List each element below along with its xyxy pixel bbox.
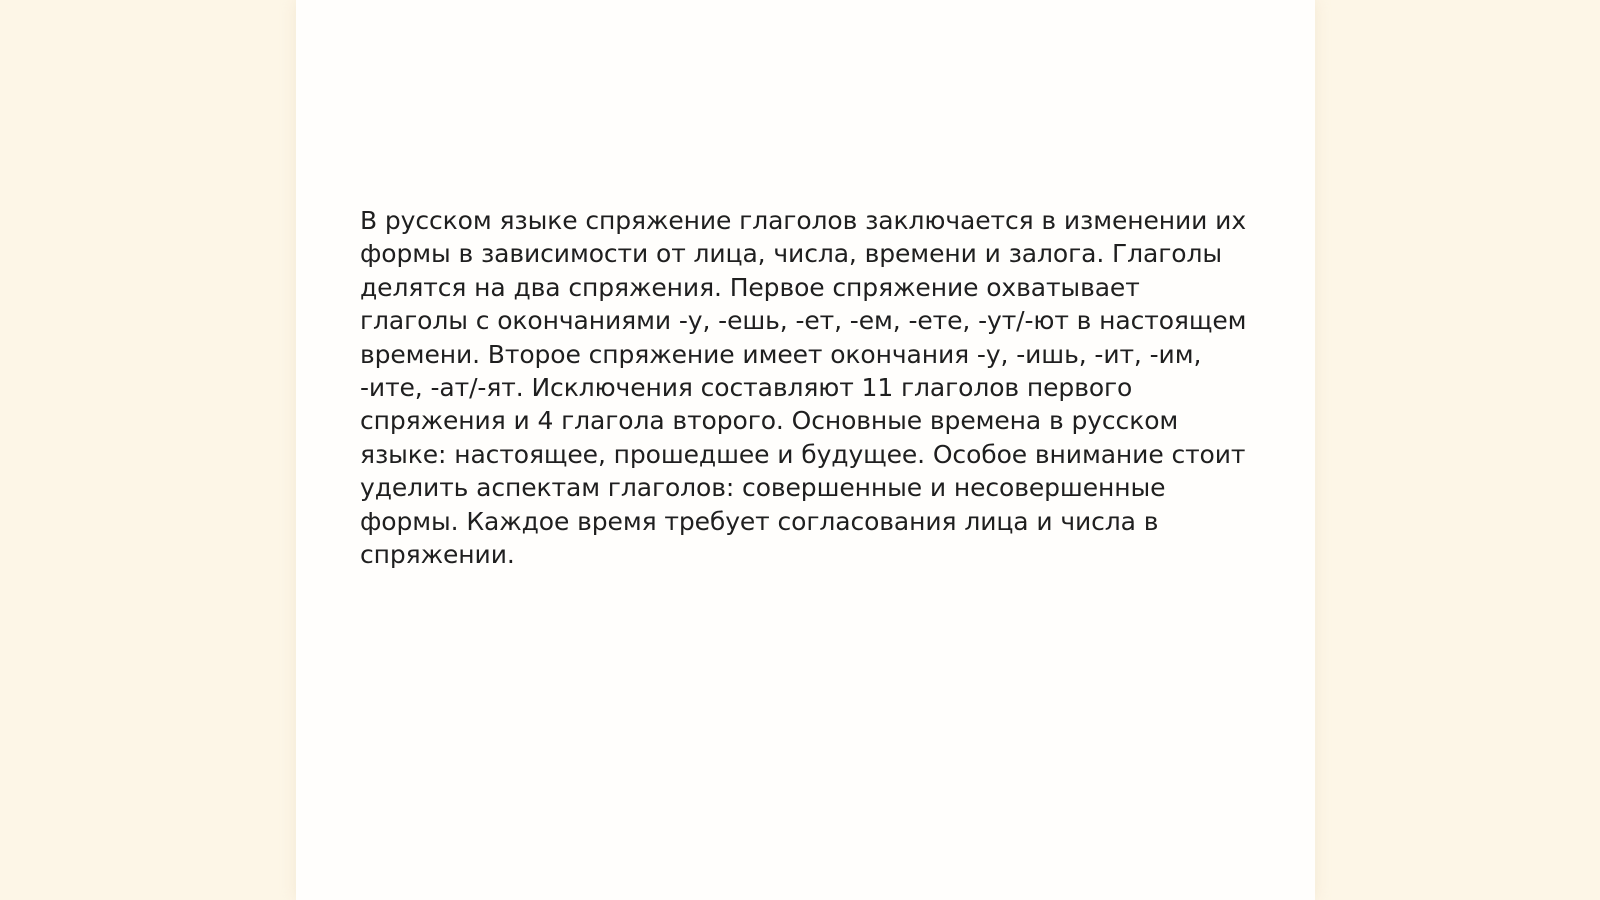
body-paragraph: В русском языке спряжение глаголов заключается в изменении их формы в зависимости от лица, числа, времени и залога. Глаголы делятся на два спряжения. Первое спряжение охватывает глаголы с окончаниями -у, -ешь, -ет, -ем, -ете, -ут/-ют в настоящем времени. Второе спряжение имеет окончания -у, -ишь, -ит, -им, -ите, -ат/-ят. Исключения составляют 11 глаголов первого спряжения и 4 глагола второго. Основные времена в русском языке: настоящее, прошедшее и будущее. Особое внимание стоит уделить аспектам глаголов: совершенные и несовершенные формы. Каждое время требует согласования лица и числа в спряжении. [360, 206, 1247, 570]
right-margin-background [1315, 0, 1600, 900]
document-page [296, 0, 1315, 900]
left-margin-background [0, 0, 296, 900]
